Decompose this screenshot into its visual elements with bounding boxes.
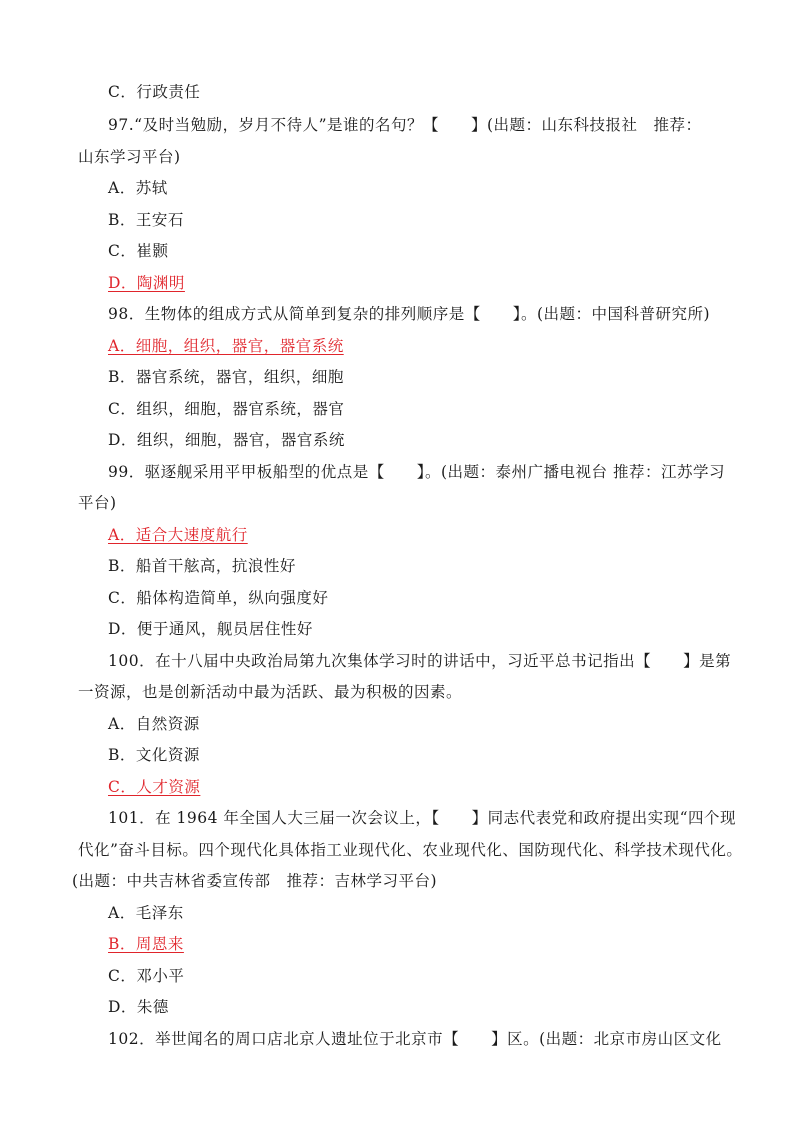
question-text: 102．举世闻名的周口店北京人遗址位于北京市【 】区。(出题：北京市房山区文化	[108, 1030, 722, 1048]
option-d: D．便于通风，舰员居住性好	[108, 620, 313, 638]
question-text: 99．驱逐舰采用平甲板船型的优点是【 】。(出题：泰州广播电视台 推荐：江苏学习	[108, 463, 725, 481]
question-text: 101．在 1964 年全国人大三届一次会议上，【 】同志代表党和政府提出实现“四个现	[108, 809, 737, 827]
option-d-correct: D．陶渊明	[108, 274, 185, 292]
option-c: C．邓小平	[108, 967, 185, 985]
question-text: 一资源，也是创新活动中最为活跃、最为积极的因素。	[78, 683, 463, 701]
option-a-correct: A．细胞，组织，器官，器官系统	[108, 337, 344, 355]
option-b: B．文化资源	[108, 746, 200, 764]
option-b: B．王安石	[108, 211, 184, 229]
option-c-correct: C．人才资源	[108, 778, 201, 796]
question-text: 代化”奋斗目标。四个现代化具体指工业现代化、农业现代化、国防现代化、科学技术现代化。	[78, 841, 743, 859]
question-text: 平台)	[78, 494, 117, 512]
option-b-correct: B．周恩来	[108, 935, 184, 953]
option-b: B．器官系统，器官，组织，细胞	[108, 368, 344, 386]
option-a: A．毛泽东	[108, 904, 184, 922]
question-text: 山东学习平台)	[78, 148, 181, 166]
question-text: 100．在十八届中央政治局第九次集体学习时的讲话中，习近平总书记指出【 】是第	[108, 652, 732, 670]
option-c: C．船体构造简单，纵向强度好	[108, 589, 329, 607]
option-d: D．朱德	[108, 998, 169, 1016]
option-c: C．崔颢	[108, 242, 169, 260]
option-a-correct: A．适合大速度航行	[108, 526, 248, 544]
option-b: B．船首干舷高，抗浪性好	[108, 557, 296, 575]
question-text: 98．生物体的组成方式从简单到复杂的排列顺序是【 】。(出题：中国科普研究所)	[108, 305, 711, 323]
option-a: A．自然资源	[108, 715, 200, 733]
option-d: D．组织，细胞，器官，器官系统	[108, 431, 345, 449]
question-text: (出题：中共吉林省委宣传部 推荐：吉林学习平台)	[72, 872, 438, 890]
option-a: A．苏轼	[108, 179, 168, 197]
prev-option-c: C．行政责任	[108, 83, 201, 101]
option-c: C．组织，细胞，器官系统，器官	[108, 400, 345, 418]
question-text: 97.“及时当勉励，岁月不待人”是谁的名句？【 】(出题：山东科技报社 推荐：	[108, 116, 702, 134]
